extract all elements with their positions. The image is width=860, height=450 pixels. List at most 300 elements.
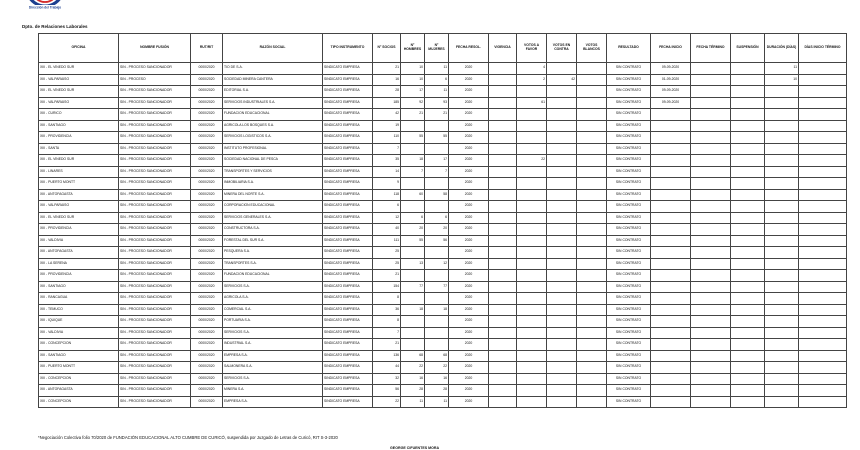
table-row <box>39 120 847 132</box>
table-cell <box>401 316 425 328</box>
table-cell: SIN - PROCESO SANCIONADOR <box>119 235 191 247</box>
table-cell: 12 <box>373 212 401 224</box>
table-cell: SINDICATO EMPRESA <box>323 132 373 144</box>
table-cell <box>517 235 547 247</box>
table-cell <box>651 178 691 190</box>
table-cell <box>765 350 799 362</box>
table-cell: SIN CONTRATO <box>607 247 651 259</box>
table-cell: 7 <box>373 143 401 155</box>
table-cell: SIN - PROCESO SANCIONADOR <box>119 201 191 213</box>
table-cell: SERVICIOS S.A. <box>223 327 323 339</box>
table-cell <box>517 327 547 339</box>
table-cell <box>651 109 691 121</box>
table-cell: SINDICATO EMPRESA <box>323 396 373 408</box>
table-cell: CORPORACION EDUCACIONAL <box>223 201 323 213</box>
column-header: SUSPENSIÓN <box>731 34 765 63</box>
table-row <box>39 258 847 270</box>
table-cell <box>651 385 691 397</box>
table-cell: 2020 <box>449 373 489 385</box>
table-cell: 0000/2020 <box>191 86 223 98</box>
union-table <box>38 33 847 408</box>
table-cell <box>799 178 847 190</box>
table-cell: SERVICIOS LOGISTICOS S.A. <box>223 132 323 144</box>
table-cell: INMOBILIARIA S.A. <box>223 178 323 190</box>
table-cell: 2020 <box>449 281 489 293</box>
table-cell: SIN CONTRATO <box>607 316 651 328</box>
table-cell: SIN - PROCESO SANCIONADOR <box>119 316 191 328</box>
table-cell: PESQUERA S.A. <box>223 247 323 259</box>
table-cell <box>489 120 517 132</box>
table-cell: 2020 <box>449 293 489 305</box>
table-cell <box>547 327 577 339</box>
table-cell: SIN CONTRATO <box>607 385 651 397</box>
table-cell <box>425 339 449 351</box>
table-cell <box>691 293 731 305</box>
table-cell <box>517 396 547 408</box>
table-cell: MINERA DEL NORTE S.A. <box>223 189 323 201</box>
table-cell <box>489 212 517 224</box>
column-header: RAZÓN SOCIAL <box>223 34 323 63</box>
table-cell <box>799 396 847 408</box>
table-row <box>39 97 847 109</box>
table-cell <box>651 362 691 374</box>
table-cell <box>799 327 847 339</box>
table-cell: 0000/2020 <box>191 281 223 293</box>
table-cell <box>489 247 517 259</box>
table-cell: 0000/2020 <box>191 258 223 270</box>
table-cell <box>489 362 517 374</box>
table-row <box>39 281 847 293</box>
table-cell <box>731 86 765 98</box>
table-cell: XIII - IQUIQUE <box>39 316 119 328</box>
table-cell <box>651 166 691 178</box>
table-cell: XIII - EL VINEDO SUR <box>39 212 119 224</box>
table-cell: 0000/2020 <box>191 109 223 121</box>
table-cell: 35 <box>373 155 401 167</box>
table-cell: 28 <box>401 385 425 397</box>
table-cell: 01-09-2020 <box>651 74 691 86</box>
table-cell <box>547 86 577 98</box>
table-cell <box>651 304 691 316</box>
table-cell: 68 <box>401 350 425 362</box>
table-cell: SINDICATO EMPRESA <box>323 178 373 190</box>
column-header: NOMBRE FUSIÓN <box>119 34 191 63</box>
table-cell: 0000/2020 <box>191 247 223 259</box>
table-row <box>39 178 847 190</box>
table-cell: SERVICIOS S.A. <box>223 373 323 385</box>
table-cell: 2020 <box>449 270 489 282</box>
table-cell <box>651 235 691 247</box>
table-cell <box>401 327 425 339</box>
table-cell <box>799 143 847 155</box>
table-cell: 2020 <box>449 86 489 98</box>
department-title: Dpto. de Relaciones Laborales <box>22 24 88 29</box>
table-cell: 0000/2020 <box>191 132 223 144</box>
table-body <box>39 63 847 408</box>
table-cell: SIN - PROCESO SANCIONADOR <box>119 178 191 190</box>
table-cell: SINDICATO EMPRESA <box>323 109 373 121</box>
table-cell: 25 <box>373 258 401 270</box>
table-cell: 93 <box>425 97 449 109</box>
column-header: VOTOS BLANCOS <box>577 34 607 63</box>
table-row <box>39 235 847 247</box>
table-cell: SIN CONTRATO <box>607 396 651 408</box>
table-cell: 2020 <box>449 201 489 213</box>
table-cell <box>765 327 799 339</box>
table-cell <box>577 373 607 385</box>
table-cell: SIN CONTRATO <box>607 63 651 75</box>
table-cell: SIN - PROCESO SANCIONADOR <box>119 350 191 362</box>
table-row <box>39 155 847 167</box>
table-row <box>39 132 847 144</box>
table-cell: SIN CONTRATO <box>607 373 651 385</box>
table-cell <box>517 339 547 351</box>
table-cell <box>765 97 799 109</box>
table-cell <box>577 224 607 236</box>
table-cell: AGRICOLA S.A. <box>223 293 323 305</box>
table-cell: SIN - PROCESO SANCIONADOR <box>119 109 191 121</box>
table-cell <box>731 258 765 270</box>
table-cell <box>401 120 425 132</box>
table-cell: 2020 <box>449 155 489 167</box>
table-cell: SIN CONTRATO <box>607 258 651 270</box>
table-cell <box>731 316 765 328</box>
table-cell <box>577 385 607 397</box>
table-cell <box>731 247 765 259</box>
table-cell: TRANSPORTES S.A. <box>223 258 323 270</box>
table-cell <box>765 293 799 305</box>
table-cell <box>691 316 731 328</box>
table-cell <box>799 270 847 282</box>
table-row <box>39 293 847 305</box>
table-cell <box>691 304 731 316</box>
table-cell <box>691 120 731 132</box>
table-cell <box>489 396 517 408</box>
table-cell: 11 <box>425 63 449 75</box>
table-cell <box>765 166 799 178</box>
table-cell <box>517 178 547 190</box>
table-cell: XIII - VALDIVIA <box>39 327 119 339</box>
table-cell: 21 <box>425 109 449 121</box>
table-cell <box>765 155 799 167</box>
table-cell: XIII - LA SERENA <box>39 258 119 270</box>
table-cell: 0000/2020 <box>191 316 223 328</box>
table-cell: SERVICIOS GENERALES S.A. <box>223 212 323 224</box>
table-cell <box>489 86 517 98</box>
table-cell: 92 <box>401 97 425 109</box>
column-header: N° HOMBRES <box>401 34 425 63</box>
table-cell <box>651 373 691 385</box>
table-cell <box>489 63 517 75</box>
table-cell: 77 <box>401 281 425 293</box>
table-cell <box>489 316 517 328</box>
table-cell <box>425 120 449 132</box>
table-cell <box>799 120 847 132</box>
table-cell <box>547 109 577 121</box>
table-cell: SIN - PROCESO SANCIONADOR <box>119 132 191 144</box>
table-cell <box>425 201 449 213</box>
table-cell <box>577 270 607 282</box>
table-cell <box>691 201 731 213</box>
table-cell: 14 <box>373 166 401 178</box>
logo-text: Dirección del Trabajo <box>28 5 62 10</box>
table-cell: 0000/2020 <box>191 385 223 397</box>
table-cell: SIN - PROCESO SANCIONADOR <box>119 373 191 385</box>
table-cell: 2020 <box>449 396 489 408</box>
table-cell: 4 <box>517 63 547 75</box>
table-cell: 18 <box>425 304 449 316</box>
column-header: VOTOS EN CONTRA <box>547 34 577 63</box>
table-cell <box>517 143 547 155</box>
table-cell: SINDICATO EMPRESA <box>323 63 373 75</box>
table-cell <box>547 385 577 397</box>
table-cell <box>547 189 577 201</box>
table-cell <box>577 109 607 121</box>
table-cell: 6 <box>425 74 449 86</box>
table-cell <box>765 235 799 247</box>
table-cell <box>731 270 765 282</box>
table-cell: XIII - SANTIAGO <box>39 120 119 132</box>
table-cell: SIN CONTRATO <box>607 350 651 362</box>
table-cell <box>517 120 547 132</box>
table-cell: 2020 <box>449 327 489 339</box>
table-cell <box>401 293 425 305</box>
table-cell <box>731 74 765 86</box>
table-row <box>39 247 847 259</box>
table-row <box>39 396 847 408</box>
table-cell <box>577 304 607 316</box>
table-cell <box>731 201 765 213</box>
table-row <box>39 350 847 362</box>
table-cell: SIN CONTRATO <box>607 293 651 305</box>
table-cell <box>691 63 731 75</box>
table-cell <box>401 178 425 190</box>
table-cell <box>799 189 847 201</box>
table-cell <box>547 362 577 374</box>
table-cell <box>799 74 847 86</box>
table-cell <box>765 281 799 293</box>
table-cell: 21 <box>373 63 401 75</box>
table-cell: 2020 <box>449 178 489 190</box>
table-cell <box>577 86 607 98</box>
table-cell: 2020 <box>449 385 489 397</box>
table-cell <box>651 396 691 408</box>
table-cell <box>489 327 517 339</box>
table-row <box>39 166 847 178</box>
table-cell: 0000/2020 <box>191 201 223 213</box>
table-cell <box>547 339 577 351</box>
table-cell: 18 <box>401 155 425 167</box>
table-cell <box>731 339 765 351</box>
table-cell <box>799 86 847 98</box>
table-cell <box>547 373 577 385</box>
table-cell <box>577 143 607 155</box>
table-cell: 40 <box>373 224 401 236</box>
column-header: FECHA INICIO <box>651 34 691 63</box>
column-header: N° MUJERES <box>425 34 449 63</box>
table-cell: FUNDACION EDUCACIONAL <box>223 270 323 282</box>
table-cell: 0000/2020 <box>191 74 223 86</box>
table-cell <box>489 385 517 397</box>
table-cell <box>577 339 607 351</box>
column-header: FECHA TÉRMINO <box>691 34 731 63</box>
column-header: DÍAS INICIO TÉRMINO <box>799 34 847 63</box>
column-header: RESULTADO <box>607 34 651 63</box>
table-cell: AGRICOLA LOS BOSQUES S.A. <box>223 120 323 132</box>
table-cell: 0000/2020 <box>191 97 223 109</box>
table-cell: XIII - CONCEPCION <box>39 396 119 408</box>
table-cell <box>691 235 731 247</box>
table-cell: COMERCIAL S.A. <box>223 304 323 316</box>
signature-name: GEORGE CIFUENTES MORA <box>390 446 440 450</box>
table-cell: SERVICIOS INDUSTRIALES S.A. <box>223 97 323 109</box>
table-cell: 6 <box>401 212 425 224</box>
table-cell <box>799 304 847 316</box>
table-cell: 0000/2020 <box>191 362 223 374</box>
table-cell: 0000/2020 <box>191 293 223 305</box>
table-cell <box>489 74 517 86</box>
table-cell <box>731 281 765 293</box>
table-cell: 56 <box>373 385 401 397</box>
table-cell <box>547 178 577 190</box>
table-cell <box>517 270 547 282</box>
table-cell: 21 <box>373 270 401 282</box>
table-row <box>39 339 847 351</box>
table-cell: TIO DE S.A. <box>223 63 323 75</box>
table-cell: SIN - PROCESO SANCIONADOR <box>119 155 191 167</box>
table-cell: 11 <box>425 396 449 408</box>
table-cell: INDUSTRIAL S.A. <box>223 339 323 351</box>
table-cell: 16 <box>373 74 401 86</box>
direccion-trabajo-logo <box>22 0 68 22</box>
table-cell <box>547 235 577 247</box>
table-cell: SIN CONTRATO <box>607 327 651 339</box>
table-cell: 8 <box>373 316 401 328</box>
table-cell: 9 <box>373 178 401 190</box>
table-cell <box>577 212 607 224</box>
table-cell: 6 <box>425 212 449 224</box>
table-cell: SOCIEDAD NACIONAL DE PESCA <box>223 155 323 167</box>
table-cell: XIII - SANTIAGO <box>39 350 119 362</box>
table-cell <box>799 132 847 144</box>
table-cell: 68 <box>425 350 449 362</box>
table-cell: SINDICATO EMPRESA <box>323 143 373 155</box>
table-cell: SIN CONTRATO <box>607 339 651 351</box>
table-cell <box>799 258 847 270</box>
table-cell: 111 <box>373 235 401 247</box>
column-header: N° SOCIOS <box>373 34 401 63</box>
table-cell <box>799 373 847 385</box>
table-cell: INSTITUTO PROFESIONAL <box>223 143 323 155</box>
table-cell: 42 <box>373 109 401 121</box>
table-cell <box>517 109 547 121</box>
table-cell: SIN CONTRATO <box>607 97 651 109</box>
table-row <box>39 373 847 385</box>
table-cell: 185 <box>373 97 401 109</box>
table-cell: XIII - ANTOFAGASTA <box>39 247 119 259</box>
table-cell <box>489 235 517 247</box>
table-cell: SINDICATO EMPRESA <box>323 120 373 132</box>
table-cell <box>577 189 607 201</box>
table-cell <box>517 201 547 213</box>
table-cell: 2020 <box>449 63 489 75</box>
table-cell: SALMONERA S.A. <box>223 362 323 374</box>
table-cell <box>517 132 547 144</box>
table-cell <box>731 362 765 374</box>
table-cell: 0000/2020 <box>191 270 223 282</box>
table-cell <box>425 178 449 190</box>
table-cell <box>799 385 847 397</box>
table-cell <box>731 350 765 362</box>
column-header: RUT/RIT <box>191 34 223 63</box>
table-cell <box>691 327 731 339</box>
table-cell <box>691 362 731 374</box>
table-cell <box>517 258 547 270</box>
table-cell: SINDICATO EMPRESA <box>323 247 373 259</box>
table-cell: XIII - EL VINEDO SUR <box>39 155 119 167</box>
table-cell: 2020 <box>449 143 489 155</box>
table-cell <box>731 109 765 121</box>
table-cell <box>799 201 847 213</box>
table-cell: 25 <box>373 247 401 259</box>
table-cell: SINDICATO EMPRESA <box>323 316 373 328</box>
table-cell: 10 <box>765 74 799 86</box>
table-cell: XIII - CURICO <box>39 109 119 121</box>
table-cell <box>691 396 731 408</box>
table-cell <box>577 327 607 339</box>
table-cell <box>731 132 765 144</box>
table-cell: 12 <box>425 258 449 270</box>
table-cell: 7 <box>401 166 425 178</box>
table-cell <box>691 166 731 178</box>
table-cell: 6 <box>373 201 401 213</box>
table-cell: SIN CONTRATO <box>607 270 651 282</box>
table-cell <box>547 281 577 293</box>
table-cell <box>765 339 799 351</box>
table-cell <box>489 270 517 282</box>
table-cell: 2020 <box>449 132 489 144</box>
table-cell: 11 <box>425 86 449 98</box>
table-cell: SINDICATO EMPRESA <box>323 373 373 385</box>
table-cell <box>425 247 449 259</box>
table-cell: SIN CONTRATO <box>607 362 651 374</box>
table-cell <box>547 247 577 259</box>
table-cell: FORESTAL DEL SUR S.A. <box>223 235 323 247</box>
table-cell: XIII - SANTA <box>39 143 119 155</box>
table-cell <box>691 339 731 351</box>
table-cell <box>765 120 799 132</box>
table-cell <box>691 385 731 397</box>
table-cell <box>577 362 607 374</box>
column-header: VIGENCIA <box>489 34 517 63</box>
table-cell: 20 <box>401 224 425 236</box>
table-cell: SIN - PROCESO SANCIONADOR <box>119 247 191 259</box>
table-cell: 36 <box>373 304 401 316</box>
table-cell: CONSTRUCTORA S.A. <box>223 224 323 236</box>
table-cell <box>489 189 517 201</box>
table-cell <box>765 178 799 190</box>
table-cell <box>651 224 691 236</box>
table-cell <box>547 270 577 282</box>
table-row <box>39 63 847 75</box>
table-cell: 16 <box>425 373 449 385</box>
table-cell <box>765 304 799 316</box>
table-cell: 77 <box>425 281 449 293</box>
table-cell: SOCIEDAD MINERA CANTERA <box>223 74 323 86</box>
table-cell: 21 <box>401 109 425 121</box>
table-cell <box>517 166 547 178</box>
table-cell <box>547 143 577 155</box>
